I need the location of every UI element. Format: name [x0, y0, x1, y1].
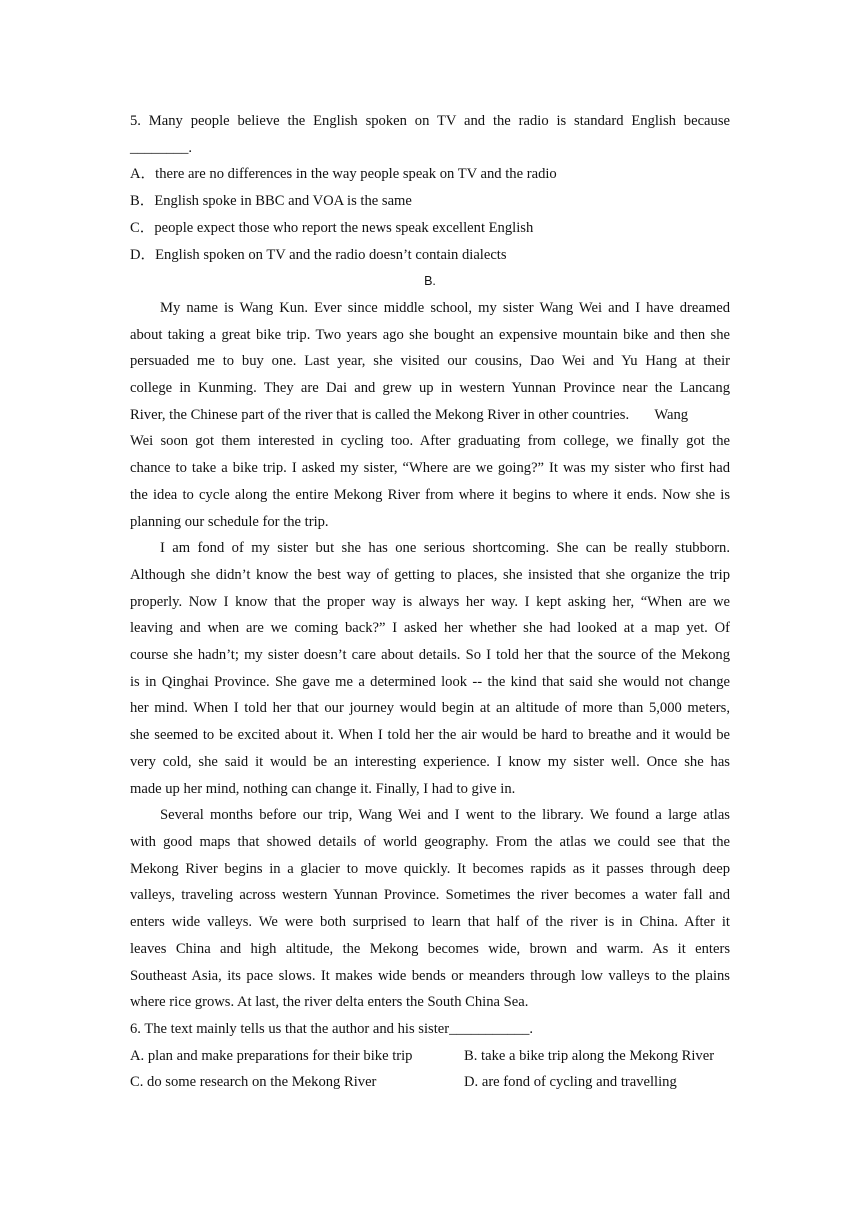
question-6-option-c: C. do some research on the Mekong River	[130, 1074, 377, 1091]
question-6-options-row-1	[130, 1043, 730, 1070]
paragraph-line: is in Qinghai Province. She gave me a determined look -- the kind that said she would not change	[130, 673, 730, 690]
passage-paragraph-1	[130, 295, 730, 535]
passage-paragraph-3	[130, 802, 730, 1016]
paragraph-line: Mekong River begins in a glacier to move quickly. It becomes rapids as it passes through deep	[130, 860, 730, 877]
paragraph-line: valleys, traveling across western Yunnan Province. Sometimes the river becomes a water fall and	[130, 887, 730, 904]
paragraph-line: very cold, she said it would be an interesting experience. I know my sister well. Once she has	[130, 753, 730, 770]
question-5-option-d: D．English spoken on TV and the radio doesn’t contain dialects	[130, 246, 507, 263]
question-5-option-b: B．English spoke in BBC and VOA is the same	[130, 193, 412, 210]
paragraph-line: college in Kunming. They are Dai and grew up in western Yunnan Province near the Lancang	[130, 380, 730, 397]
paragraph-line: I am fond of my sister but she has one serious shortcoming. She can be really stubborn.	[160, 540, 730, 557]
paragraph-line: Southeast Asia, its pace slows. It makes wide bends or meanders through low valleys to the plains	[130, 967, 730, 984]
paragraph-line: about taking a great bike trip. Two years ago she bought an expensive mountain bike and then she	[130, 326, 730, 343]
question-5-option-a: A．there are no differences in the way people speak on TV and the radio	[130, 166, 557, 183]
paragraph-line: Several months before our trip, Wang Wei and I went to the library. We found a large atlas	[160, 807, 730, 824]
passage-title: B.	[424, 274, 436, 289]
paragraph-line: leaving and when are we coming back?” I asked her whether she had looked at a map yet. Of	[130, 620, 730, 637]
paragraph-line: with good maps that showed details of world geography. From the atlas we could see that the	[130, 833, 730, 850]
paragraph-line: where rice grows. At last, the river delta enters the South China Sea.	[130, 994, 529, 1011]
paragraph-line: properly. Now I know that the proper way is always her way. I kept asking her, “When are we	[130, 593, 730, 610]
question-6-option-a: A. plan and make preparations for their bike trip	[130, 1047, 413, 1064]
paragraph-line: My name is Wang Kun. Ever since middle school, my sister Wang Wei and I have dreamed	[160, 299, 730, 316]
question-5	[130, 108, 730, 268]
passage-paragraph-2	[130, 535, 730, 802]
question-6-option-b: B. take a bike trip along the Mekong River	[464, 1047, 715, 1064]
paragraph-line: her mind. When I told her that our journey would begin at an altitude of more than 5,000 meters,	[130, 700, 730, 717]
question-6-options-row-2	[130, 1069, 730, 1096]
paragraph-line: leaves China and high altitude, the Mekong becomes wide, brown and warm. As it enters	[130, 940, 730, 957]
paragraph-line: Wei soon got them interested in cycling too. After graduating from college, we finally got the	[130, 433, 730, 450]
paragraph-line: River, the Chinese part of the river that is called the Mekong River in other countries. Wang	[130, 406, 689, 423]
question-6-option-d: D. are fond of cycling and travelling	[464, 1074, 677, 1091]
paragraph-line: Although she didn’t know the best way of getting to places, she insisted that she organize the trip	[130, 566, 730, 583]
paragraph-line: chance to take a bike trip. I asked my sister, “Where are we going?” It was my sister who first had	[130, 460, 730, 477]
question-6	[130, 1016, 730, 1096]
question-6-stem: 6. The text mainly tells us that the author and his sister___________.	[130, 1020, 534, 1037]
paragraph-line: she seemed to be excited about it. When I told her the air would be hard to breathe and it would be	[130, 727, 730, 744]
paragraph-line: planning our schedule for the trip.	[130, 513, 329, 530]
paragraph-line: enters wide valleys. We were both surprised to learn that half of the river is in China. After it	[130, 914, 730, 931]
question-5-stem-line-1: 5. Many people believe the English spoken on TV and the radio is standard English because	[130, 113, 730, 129]
paragraph-line: the idea to cycle along the entire Mekong River from where it begins to where it ends. Now she is	[130, 486, 730, 503]
question-5-stem-line-2: ________.	[130, 139, 193, 156]
paragraph-line: course she hadn’t; my sister doesn’t care about details. So I told her that the source of the Mekong	[130, 647, 730, 664]
paragraph-line: persuaded me to buy one. Last year, she visited our cousins, Dao Wei and Yu Hang at their	[130, 353, 730, 370]
exam-page	[130, 108, 730, 1096]
question-5-option-c: C．people expect those who report the news speak excellent English	[130, 219, 534, 236]
paragraph-line: made up her mind, nothing can change it. Finally, I had to give in.	[130, 780, 516, 797]
